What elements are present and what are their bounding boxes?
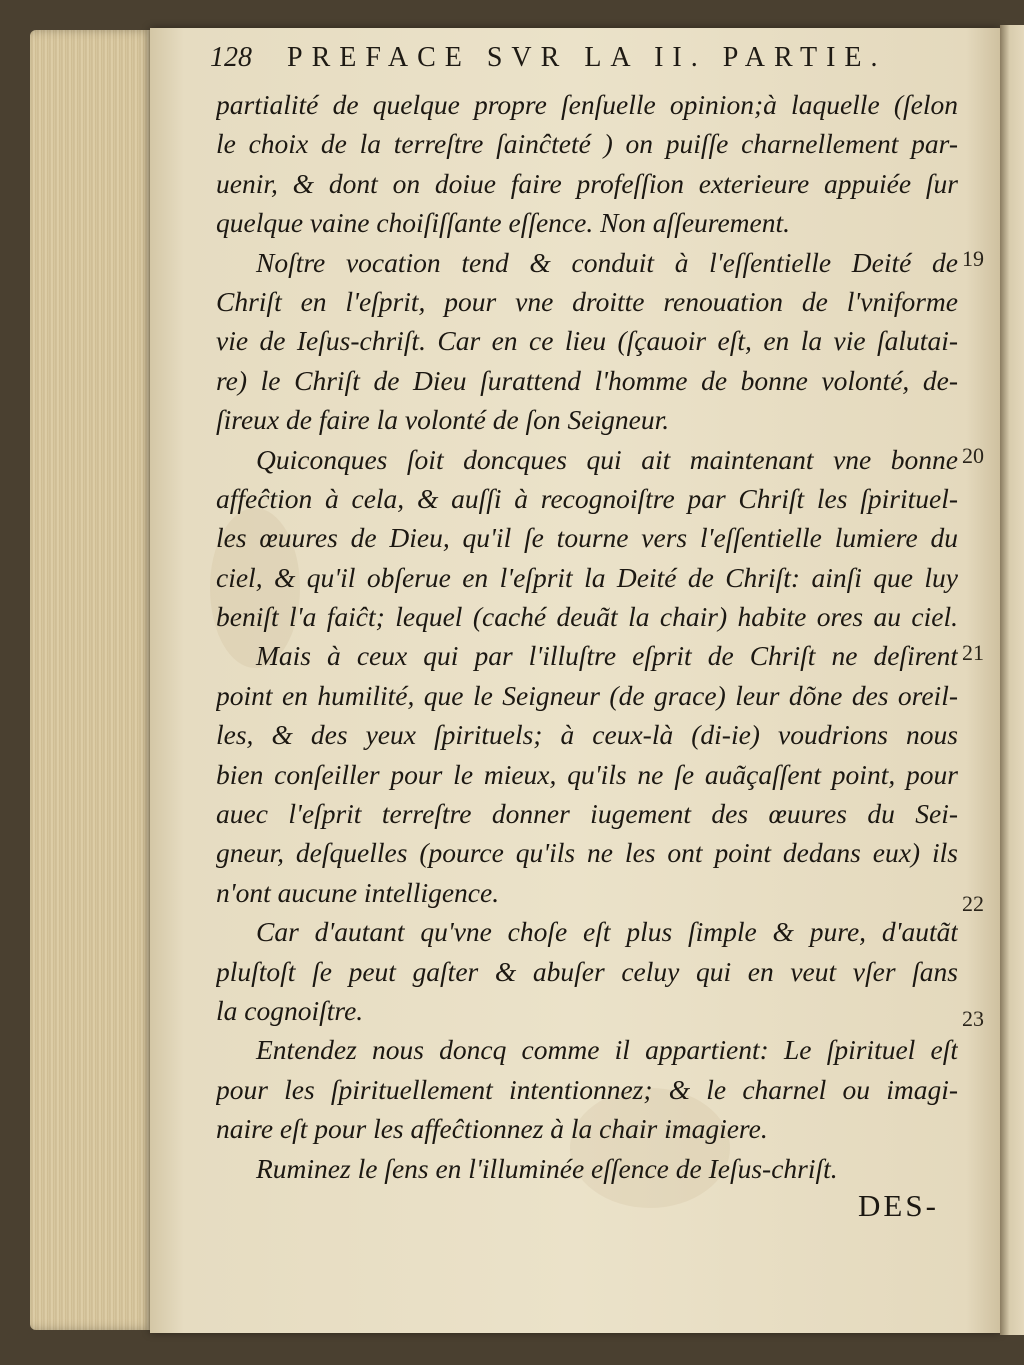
text-line: partialité de quelque propre ſenſuelle opinion;à laquelle (ſelon: [216, 89, 958, 120]
text-line: auec l'eſprit terreſtre donner iugement des œuures du Sei-: [216, 798, 958, 830]
text-line: ciel, & qu'il obſerue en l'eſprit la Deité de Chriſt: ainſi que luy: [216, 561, 958, 593]
text-line: Entendez nous doncq comme il appartient: Le ſpirituel eſt: [256, 1034, 958, 1066]
text-line: n'ont aucune intelligence.: [216, 876, 500, 908]
text-line: la cognoiſtre.: [216, 994, 364, 1026]
text-line: Car d'autant qu'vne choſe eſt plus ſimple & pure, d'autãt: [256, 916, 958, 948]
text-line: ſireux de faire la volonté de ſon Seigneur.: [216, 404, 670, 436]
text-line: point en humilité, que le Seigneur (de grace) leur dõne des oreil-: [216, 679, 958, 711]
running-title: PREFACE SVR LA II. PARTIE.: [287, 42, 887, 73]
page-header: [210, 42, 890, 82]
text-line: quelque vaine choiſiſſante eſſence. Non aſſeurement.: [216, 207, 791, 239]
text-line: beniſt l'a faiĉt; lequel (caché deuãt la chair) habite ores au ciel.: [216, 601, 958, 633]
catchword: DES-: [858, 1188, 939, 1223]
body-text: [216, 85, 958, 1188]
text-line: Mais à ceux qui par l'illuſtre eſprit de Chriſt ne deſirent: [256, 640, 958, 672]
text-line: pour les ſpirituellement intentionnez; & le charnel ou imagi-: [216, 1073, 958, 1105]
verse-number: 19: [962, 246, 984, 271]
text-line: le choix de la terreſtre ſainĉteté ) on puiſſe charnellement par-: [216, 128, 958, 160]
verse-number: 21: [962, 640, 984, 665]
right-page-edge: [1000, 25, 1024, 1335]
text-line: les œuures de Dieu, qu'il ſe tourne vers l'eſſentielle lumiere du: [216, 522, 958, 554]
text-line: Ruminez le ſens en l'illuminée eſſence de Ieſus-chriſt.: [256, 1152, 838, 1184]
text-line: vie de Ieſus-chriſt. Car en ce lieu (ſçauoir eſt, en la vie ſalutai-: [216, 325, 958, 357]
verse-number: 23: [962, 1006, 984, 1031]
page-number: 128: [210, 42, 252, 73]
text-line: bien conſeiller pour le mieux, qu'ils ne ſe auãçaſſent point, pour: [216, 758, 958, 790]
verse-number: 20: [962, 443, 984, 468]
text-line: Chriſt en l'eſprit, pour vne droitte renouation de l'vniforme: [216, 285, 958, 317]
text-line: re) le Chriſt de Dieu ſurattend l'homme de bonne volonté, de-: [216, 364, 958, 396]
page-edges: [30, 30, 155, 1330]
text-line: affeĉtion à cela, & auſſi à recognoiſtre par Chriſt les ſpirituel-: [216, 482, 958, 514]
text-line: uenir, & dont on doiue faire profeſſion exterieure appuiée ſur: [216, 167, 958, 199]
text-line: Noſtre vocation tend & conduit à l'eſſentielle Deité de: [256, 246, 958, 278]
text-line: gneur, deſquelles (pource qu'ils ne les ont point dedans eux) ils: [216, 837, 958, 869]
verse-number: 22: [962, 891, 984, 916]
text-line: naire eſt pour les affeĉtionnez à la chair imagiere.: [216, 1113, 768, 1145]
text-line: Quiconques ſoit doncques qui ait maintenant vne bonne: [256, 443, 958, 475]
text-line: les, & des yeux ſpirituels; à ceux-là (di-ie) voudrions nous: [216, 719, 958, 751]
text-line: pluſtoſt ſe peut gaſter & abuſer celuy qui en veut vſer ſans: [216, 955, 958, 987]
